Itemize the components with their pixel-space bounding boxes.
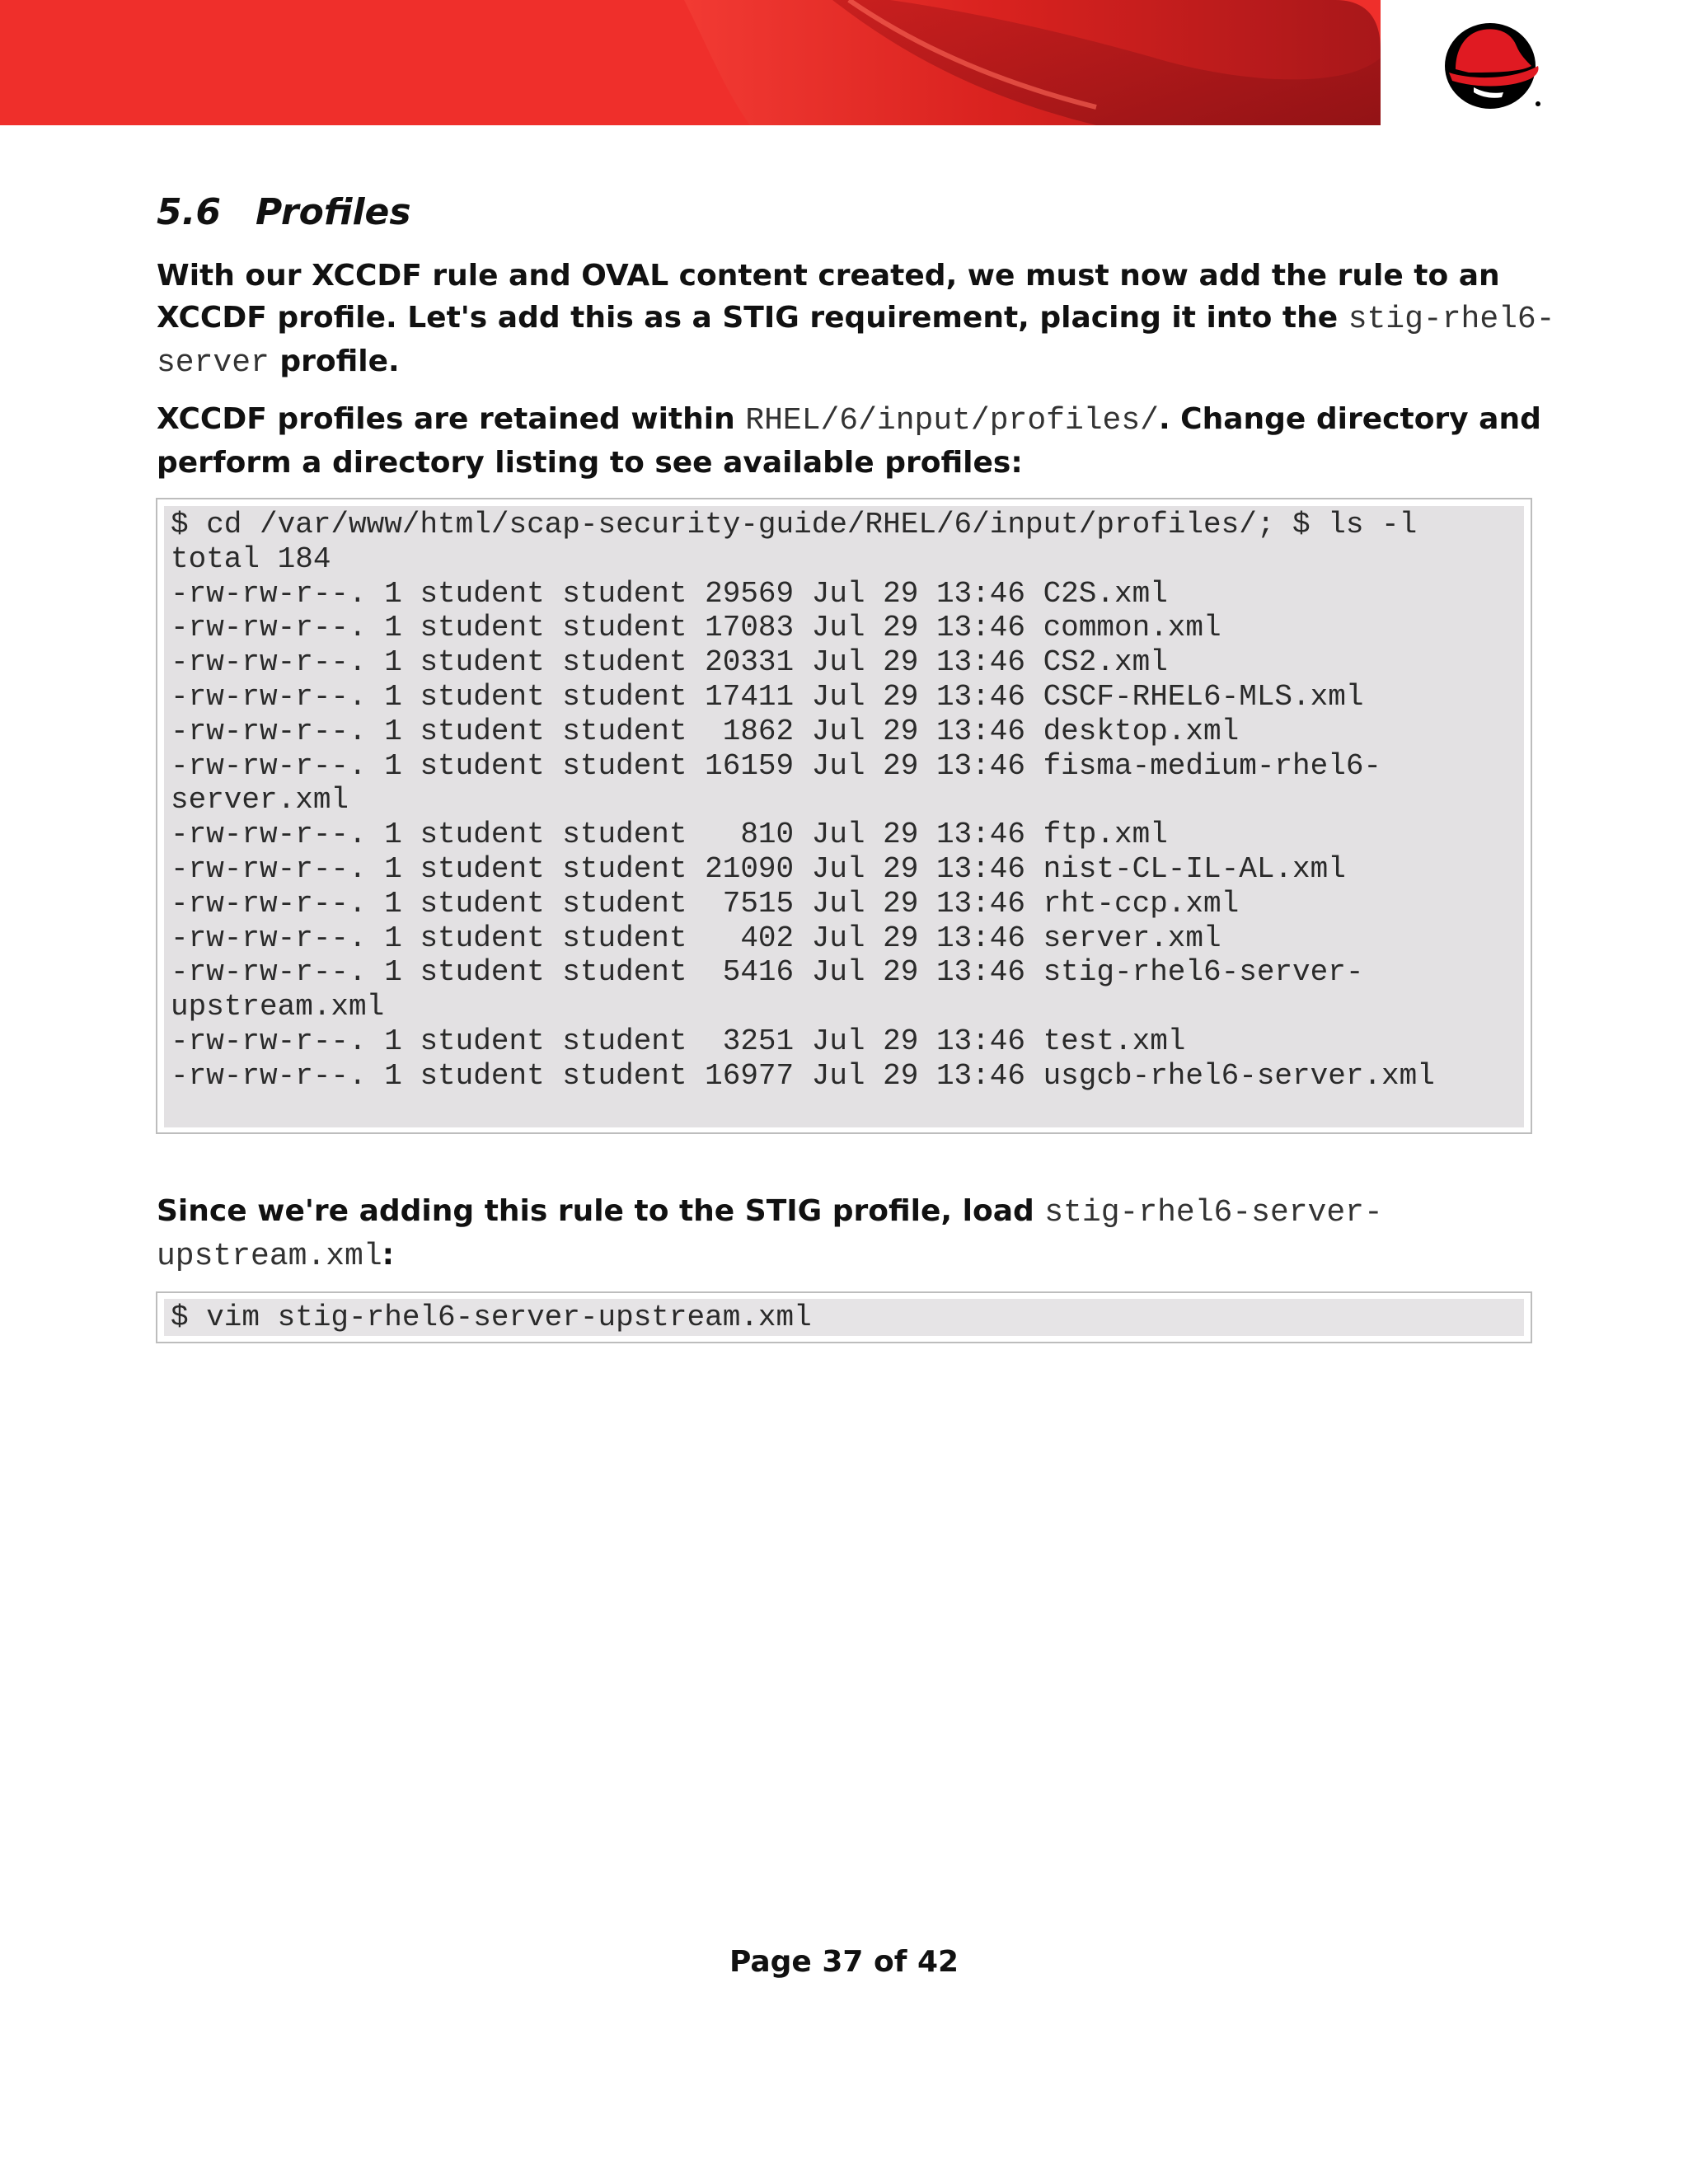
listing-line: total 184 xyxy=(171,541,331,576)
load-text-end: : xyxy=(382,1238,395,1272)
directory-listing xyxy=(164,506,1524,1127)
vim-command-code-block xyxy=(156,1291,1532,1343)
listing-line: -rw-rw-r--. 1 student student 29569 Jul 29 13:46 C2S.xml xyxy=(171,576,1168,611)
profiles-text-end: . Change directory and perform a directory listing to see available profiles: xyxy=(157,402,1541,480)
upstream-file-code: stig-rhel6-server-upstream.xml xyxy=(157,1195,1383,1274)
listing-line: -rw-rw-r--. 1 student student 21090 Jul 29 13:46 nist-CL-IL-AL.xml xyxy=(171,851,1346,886)
section-heading xyxy=(157,186,411,239)
listing-line: -rw-rw-r--. 1 student student 20331 Jul 29 13:46 CS2.xml xyxy=(171,645,1168,680)
redhat-logo-icon xyxy=(1441,18,1550,110)
listing-line: -rw-rw-r--. 1 student student 402 Jul 29 13:46 server.xml xyxy=(171,921,1221,955)
header-banner xyxy=(0,0,1688,125)
section-number: 5.6 xyxy=(157,191,221,233)
profiles-text-start: XCCDF profiles are retained within xyxy=(157,402,746,436)
vim-command: $ vim stig-rhel6-server-upstream.xml xyxy=(164,1299,1524,1336)
listing-line: server.xml xyxy=(171,783,349,818)
listing-line: -rw-rw-r--. 1 student student 3251 Jul 29 13:46 test.xml xyxy=(171,1024,1186,1058)
listing-line: $ cd /var/www/html/scap-security-guide/RHEL/6/input/profiles/; $ ls -l xyxy=(171,508,1418,541)
intro-text-end: profile. xyxy=(269,344,400,378)
listing-line: -rw-rw-r--. 1 student student 17083 Jul 29 13:46 common.xml xyxy=(171,611,1221,645)
intro-paragraph xyxy=(157,255,1558,384)
profiles-location-paragraph xyxy=(157,398,1558,484)
listing-line: -rw-rw-r--. 1 student student 16159 Jul 29 13:46 fisma-medium-rhel6- xyxy=(171,748,1382,783)
load-text-start: Since we're adding this rule to the STIG profile, load xyxy=(157,1194,1045,1228)
listing-line: -rw-rw-r--. 1 student student 5416 Jul 29 13:46 stig-rhel6-server- xyxy=(171,955,1364,990)
load-profile-paragraph xyxy=(157,1190,1558,1277)
directory-listing-code-block xyxy=(156,498,1532,1134)
listing-line: -rw-rw-r--. 1 student student 1862 Jul 29 13:46 desktop.xml xyxy=(171,714,1240,748)
listing-line: -rw-rw-r--. 1 student student 16977 Jul 29 13:46 usgcb-rhel6-server.xml xyxy=(171,1058,1435,1093)
listing-line: -rw-rw-r--. 1 student student 7515 Jul 29 13:46 rht-ccp.xml xyxy=(171,886,1240,921)
page-number: Page 37 of 42 xyxy=(729,1945,959,1979)
listing-line: upstream.xml xyxy=(171,990,385,1024)
listing-line: -rw-rw-r--. 1 student student 17411 Jul 29 13:46 CSCF-RHEL6-MLS.xml xyxy=(171,679,1364,714)
profile-name-code: stig-rhel6-server xyxy=(157,302,1555,381)
section-title: Profiles xyxy=(256,191,411,233)
profiles-path-code: RHEL/6/input/profiles/ xyxy=(745,403,1159,438)
intro-text-start: With our XCCDF rule and OVAL content created, we must now add the rule to an XCCDF profile. Let's add this as a STIG requirement, placing it into the xyxy=(157,259,1500,335)
listing-line: -rw-rw-r--. 1 student student 810 Jul 29 13:46 ftp.xml xyxy=(171,818,1168,852)
